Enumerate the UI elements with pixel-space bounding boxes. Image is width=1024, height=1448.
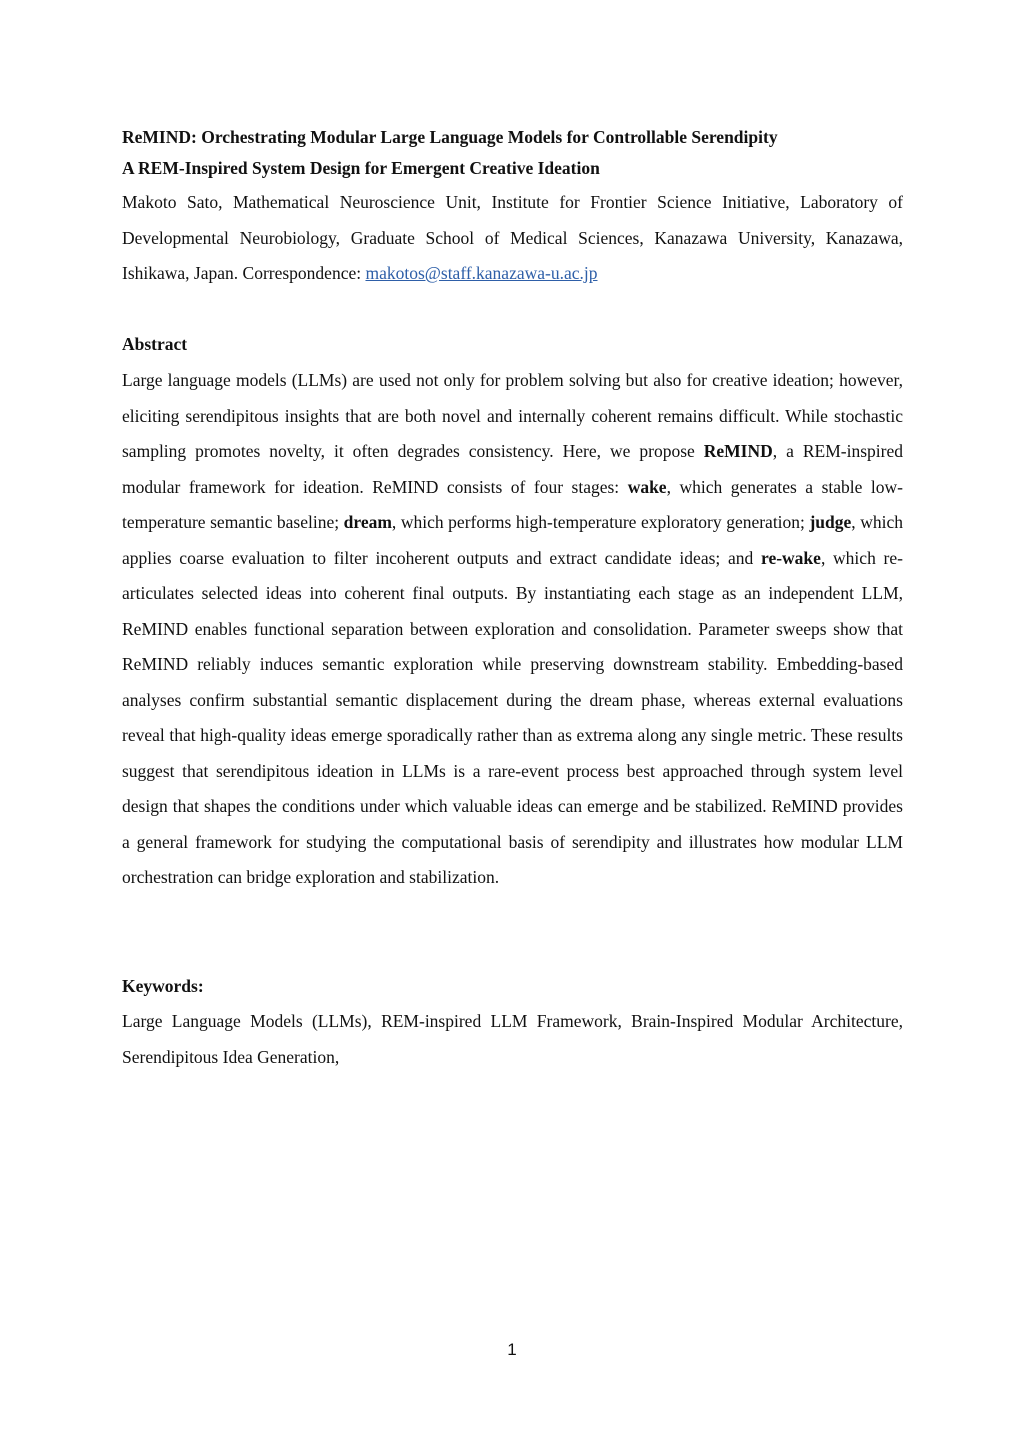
rewake-term: re-wake: [761, 547, 821, 568]
abstract-body: [122, 363, 903, 896]
paper-title: ReMIND: Orchestrating Modular Large Language Models for Controllable Serendipity: [122, 127, 778, 147]
abstract-text-6: , which re-articulates selected ideas into coherent final outputs. By instantiating each stage as an independent LLM, ReMIND enables functional separation between exploration and consolidation. Parameter sweeps show that ReMIND reliably induces semantic exploration while preserving downstream stability. Embedding-based analyses confirm substantial semantic displacement during the dream phase, whereas external evaluations reveal that high-quality ideas emerge sporadically rather than as extrema along any single metric. These results suggest that serendipitous ideation in LLMs is a rare-event process best approached through system level design that shapes the conditions under which valuable ideas can emerge and be stabilized. ReMIND provides a general framework for studying the computational basis of serendipity and illustrates how modular LLM orchestration can bridge exploration and stabilization.: [122, 547, 903, 887]
author-affiliation: [122, 185, 903, 292]
paper-subtitle: A REM-Inspired System Design for Emergent Creative Ideation: [122, 158, 600, 178]
judge-term: judge: [809, 512, 852, 532]
page-number: 1: [507, 1340, 517, 1359]
wake-term: wake: [627, 476, 667, 497]
abstract-text-2: , a REM-inspired modular framework for ideation. ReMIND consists of four stages:: [122, 441, 903, 497]
abstract-text-5: , which applies coarse evaluation to filter incoherent outputs and extract candidate ideas; and: [122, 512, 903, 568]
remind-term: ReMIND: [703, 441, 773, 461]
abstract-text-3: , which generates a stable low-temperature semantic baseline;: [122, 476, 903, 532]
abstract-text-4: , which performs high-temperature exploratory generation;: [391, 512, 810, 532]
author-text: Makoto Sato, Mathematical Neuroscience Unit, Institute for Frontier Science Initiative, Laboratory of Developmental Neurobiology, Graduate School of Medical Sciences, Kanazawa University, Kanazawa, Ishikawa, Japan. Correspondence:: [122, 192, 903, 283]
dream-term: dream: [343, 512, 392, 532]
keywords-text: Large Language Models (LLMs), REM-inspired LLM Framework, Brain-Inspired Modular Architecture, Serendipitous Idea Generation,: [122, 1011, 903, 1067]
abstract-heading: Abstract: [122, 334, 188, 354]
correspondence-email-link[interactable]: makotos@staff.kanazawa-u.ac.jp: [365, 263, 598, 283]
keywords-heading: Keywords:: [122, 976, 204, 996]
abstract-text-1: Large language models (LLMs) are used not only for problem solving but also for creative ideation; however, eliciting serendipitous insights that are both novel and internally coherent remains difficult. While stochastic sampling promotes novelty, it often degrades consistency. Here, we propose: [122, 370, 903, 461]
